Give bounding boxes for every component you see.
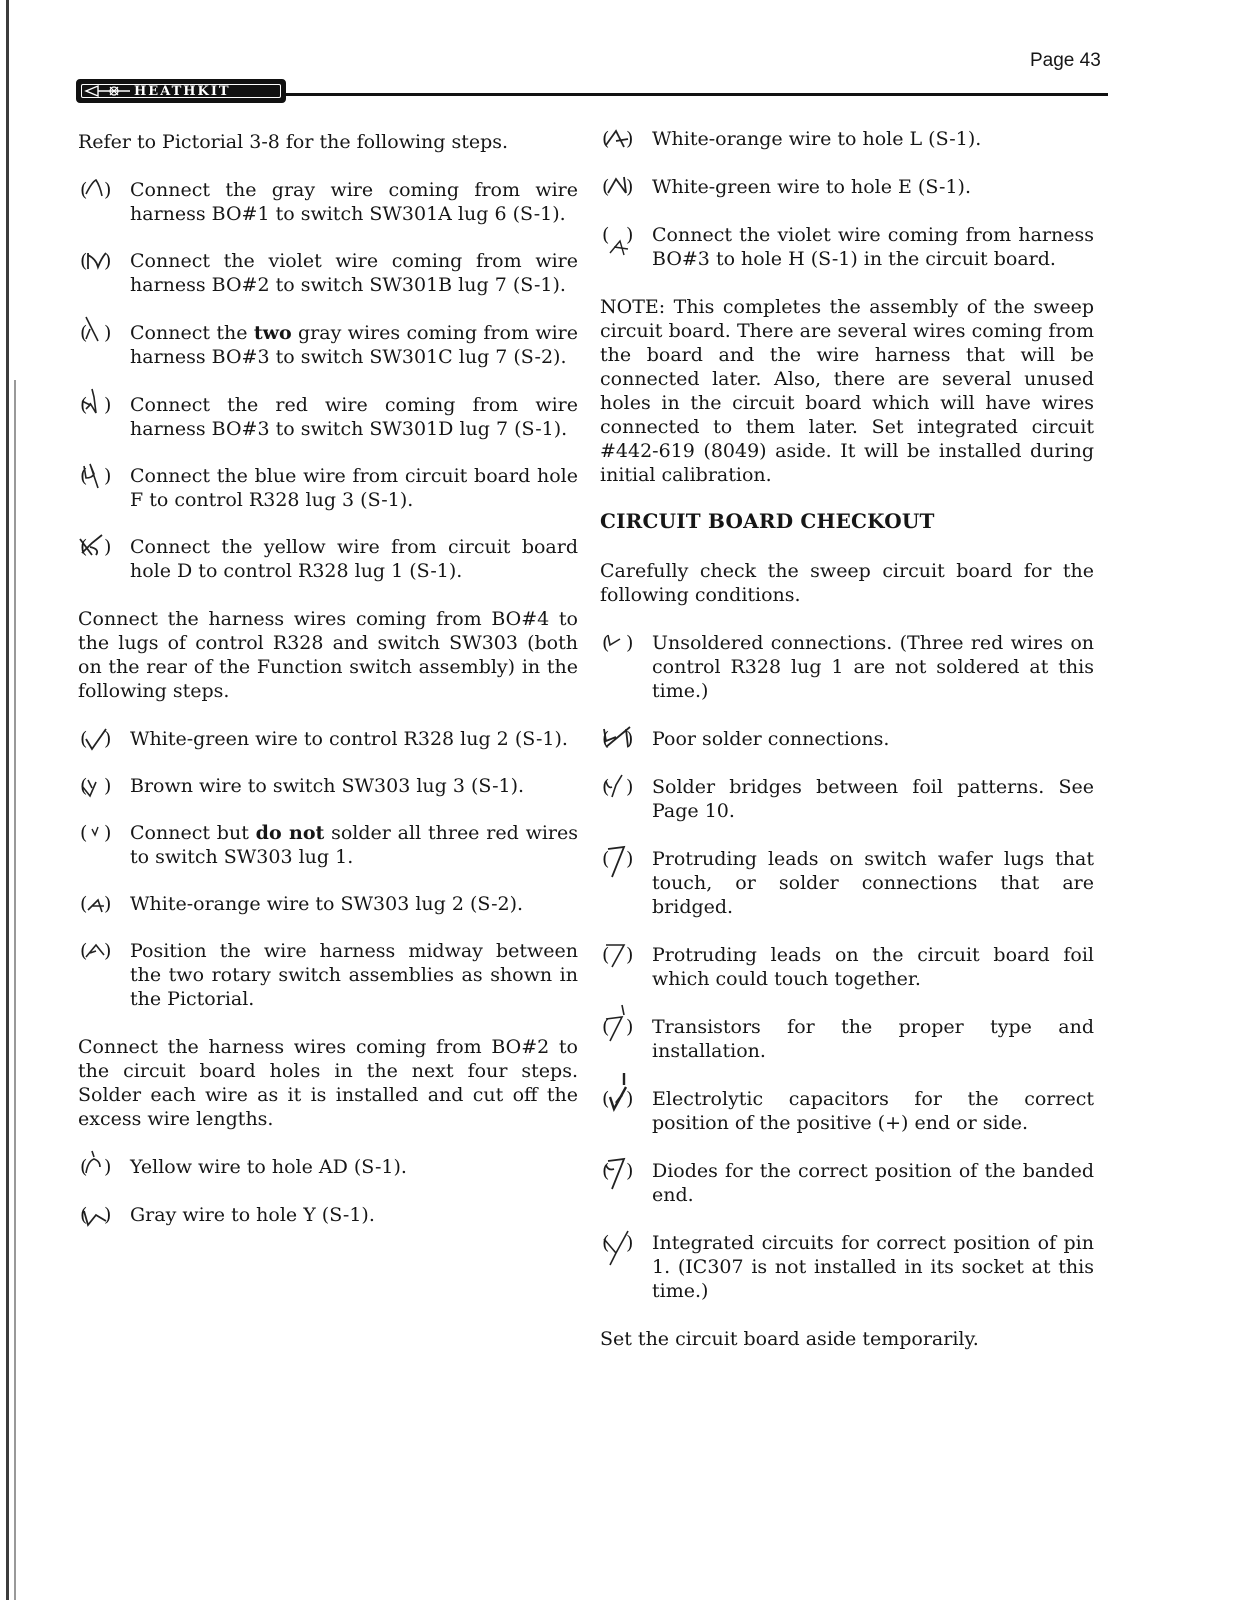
step-text: Connect the gray wire coming from wire harness BO#1 to switch SW301A lug 6 (S-1).	[130, 179, 578, 225]
section-heading: CIRCUIT BOARD CHECKOUT	[600, 509, 935, 533]
checkbox[interactable]: ( )	[78, 774, 130, 798]
right-column	[600, 127, 1094, 1351]
step-text: Connect the blue wire from circuit board hole F to control R328 lug 3 (S-1).	[130, 465, 578, 511]
harness-bo4-paragraph: Connect the harness wires coming from BO#4 to the lugs of control R328 and switch SW303 (both on the rear of the Function switch assembly) in the following steps.	[78, 608, 578, 702]
checkmark-icon	[602, 1153, 638, 1187]
checklist-step[interactable]	[600, 1087, 1094, 1135]
checklist-step[interactable]	[600, 631, 1094, 703]
closing-text: Set the circuit board aside temporarily.	[600, 1328, 979, 1350]
step-text: Electrolytic capacitors for the correct position of the positive (+) end or side.	[652, 1088, 1094, 1134]
checkmark-icon	[602, 937, 638, 971]
step-text: White-orange wire to hole L (S-1).	[652, 128, 982, 150]
checkbox[interactable]: ( )	[600, 1231, 652, 1255]
checkout-intro: Carefully check the sweep circuit board for the following conditions.	[600, 560, 1094, 606]
step-text: Protruding leads on switch wafer lugs that touch, or solder connections that are bridged.	[652, 848, 1094, 918]
step-text: Transistors for the proper type and installation.	[652, 1016, 1094, 1062]
checklist-step[interactable]	[78, 393, 578, 441]
checkbox[interactable]: ( )	[78, 321, 130, 345]
checkmark-icon	[80, 387, 116, 421]
step-text: Protruding leads on the circuit board foil which could touch together.	[652, 944, 1094, 990]
checkmark-icon	[80, 768, 116, 802]
checkmark-icon	[80, 1197, 116, 1231]
step-text: Solder bridges between foil patterns. See Page 10.	[652, 776, 1094, 822]
step-text: Gray wire to hole Y (S-1).	[130, 1204, 375, 1226]
checkmark-icon	[602, 625, 638, 659]
harness-bo2-paragraph: Connect the harness wires coming from BO#2 to the circuit board holes in the next four steps. Solder each wire as it is installed and cut off the excess wire lengths.	[78, 1036, 578, 1130]
checkbox[interactable]: ( )	[78, 939, 130, 963]
step-text: White-green wire to hole E (S-1).	[652, 176, 972, 198]
step-text: Connect the yellow wire from circuit board hole D to control R328 lug 1 (S-1).	[130, 536, 578, 582]
checkbox[interactable]: ( )	[78, 892, 130, 916]
scan-edge-line	[14, 380, 16, 1600]
checklist-step[interactable]	[600, 943, 1094, 991]
checklist-step[interactable]	[78, 821, 578, 869]
checkmark-icon	[602, 169, 638, 203]
checklist-step[interactable]	[600, 1231, 1094, 1303]
checkbox[interactable]: ( )	[600, 727, 652, 751]
checklist-step[interactable]	[78, 1203, 578, 1227]
checkbox[interactable]: ( )	[600, 1015, 652, 1039]
page-number: Page 43	[1030, 50, 1101, 71]
checkbox[interactable]: ( )	[78, 535, 130, 559]
step-text: Diodes for the correct position of the banded end.	[652, 1160, 1094, 1206]
step-text: White-orange wire to SW303 lug 2 (S-2).	[130, 893, 524, 915]
checkbox[interactable]: ( )	[78, 1203, 130, 1227]
checklist-step[interactable]	[78, 939, 578, 1011]
checklist-step[interactable]	[78, 892, 578, 916]
checkbox[interactable]: ( )	[600, 175, 652, 199]
checkmark-icon	[80, 721, 116, 755]
checkbox[interactable]: ( )	[78, 249, 130, 273]
checkmark-icon	[80, 243, 116, 277]
header-rule	[286, 93, 1108, 96]
step-text: Integrated circuits for correct position of pin 1. (IC307 is not installed in its socket at this time.)	[652, 1232, 1094, 1302]
checkmark-icon	[80, 315, 116, 349]
checklist-step[interactable]	[600, 775, 1094, 823]
checklist-step[interactable]	[78, 535, 578, 583]
checkmark-icon	[80, 886, 116, 920]
checkmark-icon	[602, 121, 638, 155]
step-text: Brown wire to switch SW303 lug 3 (S-1).	[130, 775, 525, 797]
checklist-step[interactable]	[78, 249, 578, 297]
checkbox[interactable]: ( )	[600, 775, 652, 799]
checkmark-icon	[80, 458, 116, 492]
checklist-step[interactable]	[600, 223, 1094, 271]
checklist-step[interactable]	[78, 1155, 578, 1179]
checkbox[interactable]: ( )	[78, 393, 130, 417]
checkbox[interactable]: ( )	[600, 943, 652, 967]
step-text: White-green wire to control R328 lug 2 (S-1).	[130, 728, 568, 750]
step-text: Position the wire harness midway between the two rotary switch assemblies as shown in the Pictorial.	[130, 940, 578, 1010]
logo-text: HEATHKIT	[134, 83, 231, 99]
checkmark-icon	[80, 529, 116, 563]
checklist-step[interactable]	[78, 178, 578, 226]
note-paragraph: NOTE: This completes the assembly of the sweep circuit board. There are several wires coming from the board and the wire harness that will be connected later. Also, there are several unused holes in the circuit board which will have wires connected to them later. Set integrated circuit #442-619 (8049) aside. It will be installed during initial calibration.	[600, 296, 1094, 486]
checkmark-icon	[602, 1009, 638, 1043]
intro-paragraph: Refer to Pictorial 3-8 for the following steps.	[78, 131, 509, 153]
checkbox[interactable]: ( )	[78, 464, 130, 488]
step-text: Connect the red wire coming from wire harness BO#3 to switch SW301D lug 7 (S-1).	[130, 394, 578, 440]
checkmark-icon	[602, 769, 638, 803]
checkmark-icon	[602, 1081, 638, 1115]
checkbox[interactable]: ( )	[600, 223, 652, 247]
step-text: Connect the violet wire coming from wire harness BO#2 to switch SW301B lug 7 (S-1).	[130, 250, 578, 296]
checklist-step[interactable]	[600, 1159, 1094, 1207]
checkmark-icon	[602, 1225, 638, 1259]
checkbox[interactable]: ( )	[600, 631, 652, 655]
checklist-step[interactable]	[600, 127, 1094, 151]
checklist-step[interactable]	[600, 1015, 1094, 1063]
step-text: Yellow wire to hole AD (S-1).	[130, 1156, 407, 1178]
checkmark-icon	[80, 1149, 116, 1183]
checklist-step[interactable]	[600, 175, 1094, 199]
checklist-step[interactable]	[600, 847, 1094, 919]
checkbox[interactable]: ( )	[78, 1155, 130, 1179]
checkbox[interactable]: ( )	[600, 1159, 652, 1183]
checklist-step[interactable]	[78, 727, 578, 751]
step-text: Unsoldered connections. (Three red wires on control R328 lug 1 are not soldered at this time.)	[652, 632, 1094, 702]
step-text: Poor solder connections.	[652, 728, 890, 750]
checkmark-icon	[602, 721, 638, 755]
checkmark-icon	[602, 217, 638, 251]
heathkit-emblem-icon	[84, 84, 132, 98]
checkmark-icon	[80, 815, 116, 849]
checklist-step[interactable]	[78, 321, 578, 369]
checkmark-icon	[80, 933, 116, 967]
checkbox[interactable]: ( )	[78, 727, 130, 751]
step-text: Connect the two gray wires coming from wire harness BO#3 to switch SW301C lug 7 (S-2).	[130, 322, 579, 368]
checkbox[interactable]: ( )	[78, 821, 130, 845]
step-text: Connect the violet wire coming from harness BO#3 to hole H (S-1) in the circuit board.	[652, 224, 1094, 270]
checkmark-icon	[602, 841, 638, 875]
checkbox[interactable]: ( )	[600, 127, 652, 151]
left-column	[78, 130, 578, 1227]
checkbox[interactable]: ( )	[600, 1087, 652, 1111]
checkmark-icon	[80, 172, 116, 206]
checklist-step[interactable]	[78, 464, 578, 512]
scan-edge-line	[6, 0, 9, 1600]
step-text: Connect but do not solder all three red wires to switch SW303 lug 1.	[130, 822, 578, 868]
checklist-step[interactable]	[600, 727, 1094, 751]
checkbox[interactable]: ( )	[78, 178, 130, 202]
heathkit-logo	[76, 79, 286, 103]
checkbox[interactable]: ( )	[600, 847, 652, 871]
checklist-step[interactable]	[78, 774, 578, 798]
